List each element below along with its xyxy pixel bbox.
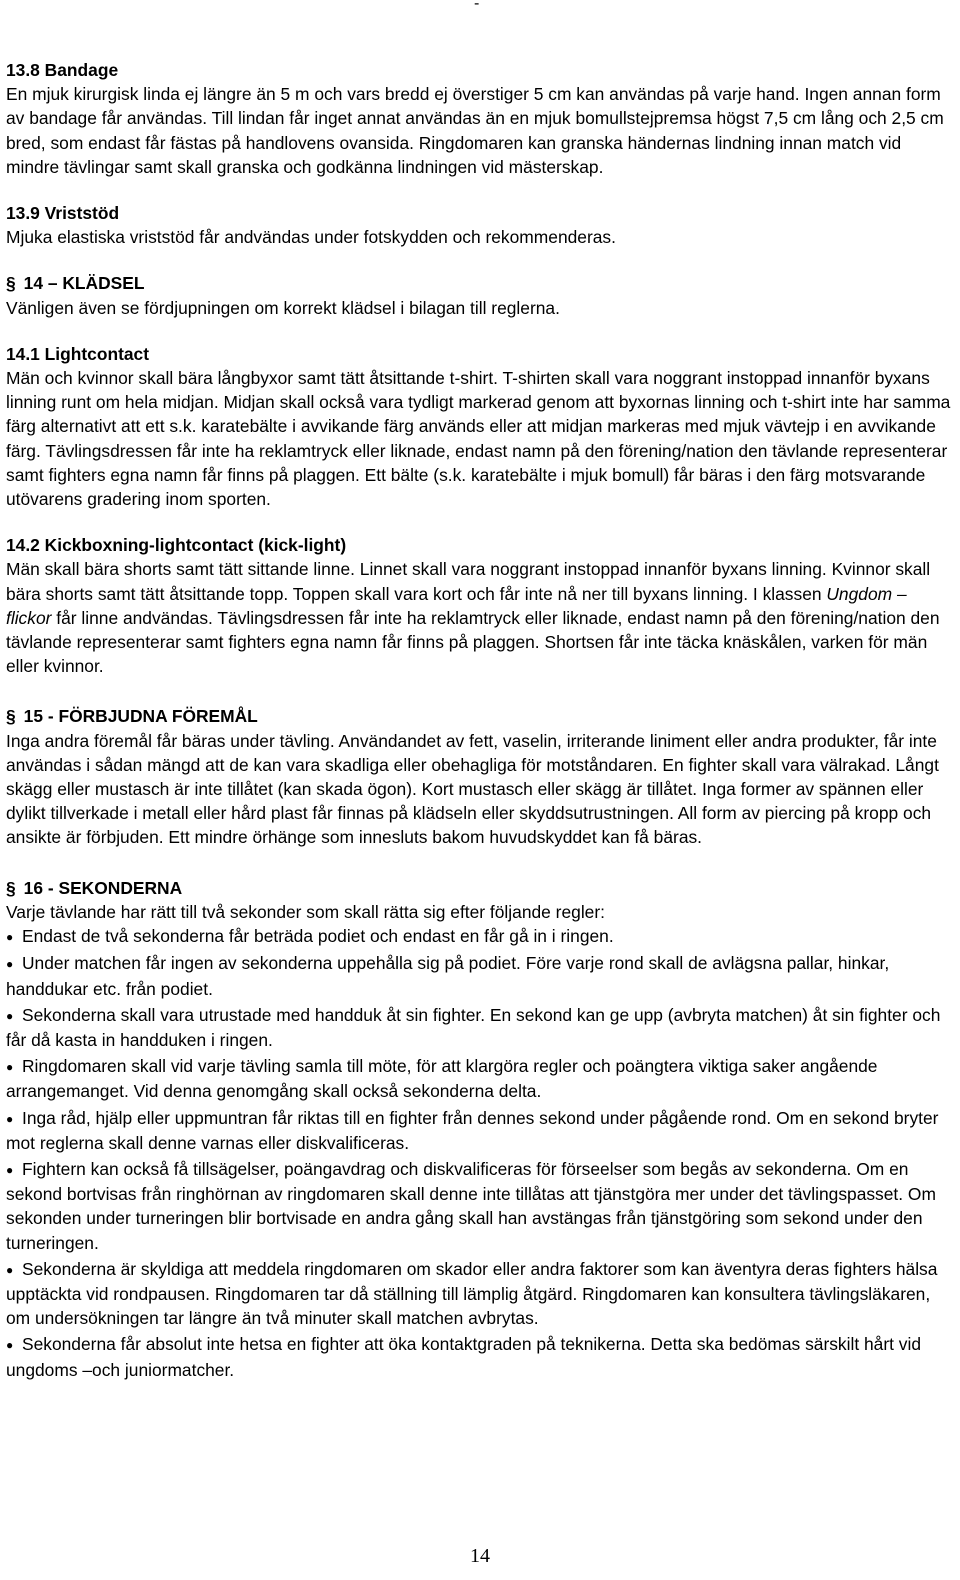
list-item (6, 1332, 952, 1381)
paragraph-13-8: En mjuk kirurgisk linda ej längre än 5 m och vars bredd ej överstiger 5 cm kan användas på varje hand. Ingen annan form av bandage får användas. Till lindan får inget annat användas än en mjuk bomullstejpremsa högst 7,5 cm lång och 2,5 cm bred, som endast får fästas på handlovens ovansida. Ringdomaren kan granska händernas lindning innan match vid mindre tävlingar samt skall granska och godkänna lindningen vid mästerskap. (6, 84, 944, 177)
list-item-text: Sekonderna är skyldiga att meddela ringdomaren om skador eller andra faktorer som kan äventyra deras fighters hälsa upptäckta vid rondpausen. Ringdomaren tar då ställning till lämplig åtgärd. Ringdomaren kan konsultera tävlingsläkaren, om undersökningen tar längre än två minuter skall matchen avbrytas. (6, 1258, 938, 1329)
heading-14 (6, 271, 952, 295)
list-item (6, 1157, 952, 1255)
list-item (6, 1003, 952, 1052)
list-item (6, 1257, 952, 1331)
list-item (6, 1106, 952, 1155)
heading-14-2: 14.2 Kickboxning-lightcontact (kick-light) (6, 535, 347, 556)
section-mark: § (6, 706, 16, 727)
heading-14-1: 14.1 Lightcontact (6, 343, 150, 364)
list-item (6, 1054, 952, 1103)
list-item (6, 951, 952, 1000)
bullet-icon: ● (6, 1262, 14, 1277)
heading-15-title: 15 - FÖRBJUDNA FÖREMÅL (23, 706, 258, 727)
list-item-text: Inga råd, hjälp eller uppmuntran får riktas till en fighter från dennes sekond under pågående rond. Om en sekond bryter mot reglerna skall denne varnas eller diskvalificeras. (6, 1107, 939, 1153)
heading-13-8: 13.8 Bandage (6, 60, 119, 80)
paragraph-16-intro: Varje tävlande har rätt till två sekonder som skall rätta sig efter följande regler: (6, 901, 605, 922)
list-item-text: Fightern kan också få tillsägelser, poängavdrag och diskvalificeras för förseelser som begås av sekonderna. Om en sekond bortvisas från ringhörnan av ringdomaren skall denne inte tillåtas att tjänstgöra mer under det tävlingspasset. Om sekonden under turneringen blir bortvisade en andra gång skall han avstängas från tjänstgöring som sekond under den turneringen. (6, 1158, 936, 1253)
paragraph-14-2-part2: får linne andvändas. Tävlingsdressen får inte ha reklamtryck eller liknade, endast namn på den förening/nation den tävlande representerar samt fighters egna namn får finns på plaggen. Shortsen får inte täcka knäskålen, varken för män eller kvinnor. (6, 607, 940, 677)
bullet-icon: ● (6, 957, 14, 972)
paragraph-14: Vänligen även se fördjupningen om korrekt klädsel i bilagan till reglerna. (6, 297, 560, 318)
heading-14-title: 14 – KLÄDSEL (23, 273, 145, 294)
list-item-text: Sekonderna skall vara utrustade med handduk åt sin fighter. En sekond kan ge upp (avbryta matchen) åt sin fighter och får då kasta in handduken i ringen. (6, 1004, 941, 1050)
section-mark: § (6, 273, 16, 294)
paragraph-14-2-part1: Män skall bära shorts samt tätt sittande linne. Linnet skall vara noggrant instoppad innanför byxans linning. Kvinnor skall bära shorts samt tätt åtsittande topp. Toppen skall vara kort och får inte nå ner till byxans linning. I klassen (6, 559, 931, 604)
page-number: 14 (470, 1545, 490, 1567)
document-page (6, 58, 952, 1384)
bullet-icon: ● (6, 930, 14, 945)
bullet-icon: ● (6, 1060, 14, 1075)
paragraph-13-9: Mjuka elastiska vriststöd får andvändas under fotskydden och rekommenderas. (6, 227, 616, 248)
heading-16-title: 16 - SEKONDERNA (23, 877, 183, 898)
list-item-text: Endast de två sekonderna får beträda podiet och endast en får gå in i ringen. (22, 926, 614, 947)
bullet-icon: ● (6, 1338, 14, 1353)
heading-15 (6, 704, 952, 728)
heading-16 (6, 876, 952, 900)
list-item-text: Sekonderna får absolut inte hetsa en fighter att öka kontaktgraden på teknikerna. Detta ska bedömas särskilt hårt vid ungdoms –och juniormatcher. (6, 1334, 922, 1380)
list-item-text: Under matchen får ingen av sekonderna uppehålla sig på podiet. Före varje rond skall de avlägsna pallar, hinkar, handdukar etc. från podiet. (6, 953, 890, 999)
list-item-text: Ringdomaren skall vid varje tävling samla till möte, för att klargöra regler och poängtera viktiga saker angående arrangemanget. Vid denna genomgång skall också sekonderna delta. (6, 1056, 878, 1102)
section-mark: § (6, 877, 16, 898)
top-dash-mark: - (474, 0, 480, 12)
paragraph-14-2 (6, 557, 952, 678)
heading-13-9: 13.9 Vriststöd (6, 203, 120, 224)
paragraph-15: Inga andra föremål får bäras under tävling. Användandet av fett, vaselin, irriterande liniment eller andra produkter, får inte användas i sådan mängd att de kan vara skadliga eller obehagliga för motståndaren. En fighter skall vara välrakad. Långt skägg eller mustasch är inte tillåtet (kan skada ögon). Kort mustasch eller skägg är tillåtet. Inga former av spännen eller dylikt tillverkade i metall eller hård plast får finnas på klädseln eller skyddsutrustningen. All form av piercing på kropp och ansikte är förbjuden. Ett mindre örhänge som innesluts bakom huvudskyddet kan få bäras. (6, 730, 939, 848)
bullet-icon: ● (6, 1162, 14, 1177)
bullet-icon: ● (6, 1111, 14, 1126)
bullet-list (6, 924, 952, 1382)
paragraph-14-2-italic: Ungdom – flickor (6, 583, 907, 628)
paragraph-14-1: Män och kvinnor skall bära långbyxor samt tätt åtsittande t-shirt. T-shirten skall vara noggrant instoppad innanför byxans linning runt om hela midjan. Midjan skall också vara tydligt markerad genom att byxornas linning och t-shirt inte har samma färg alternativt att ett s.k. karatebälte i avvikande färg används eller att midjan markeras med mjuk vävtejp i en avvikande färg. Tävlingsdressen får inte ha reklamtryck eller liknade, endast namn på den förening/nation den tävlande representerar samt fighters egna namn får finns på plaggen. Ett bälte (s.k. karatebälte i mjuk bomull) får bäras i den färg motsvarande utövarens gradering inom sporten. (6, 368, 951, 510)
bullet-icon: ● (6, 1008, 14, 1023)
list-item (6, 924, 952, 949)
